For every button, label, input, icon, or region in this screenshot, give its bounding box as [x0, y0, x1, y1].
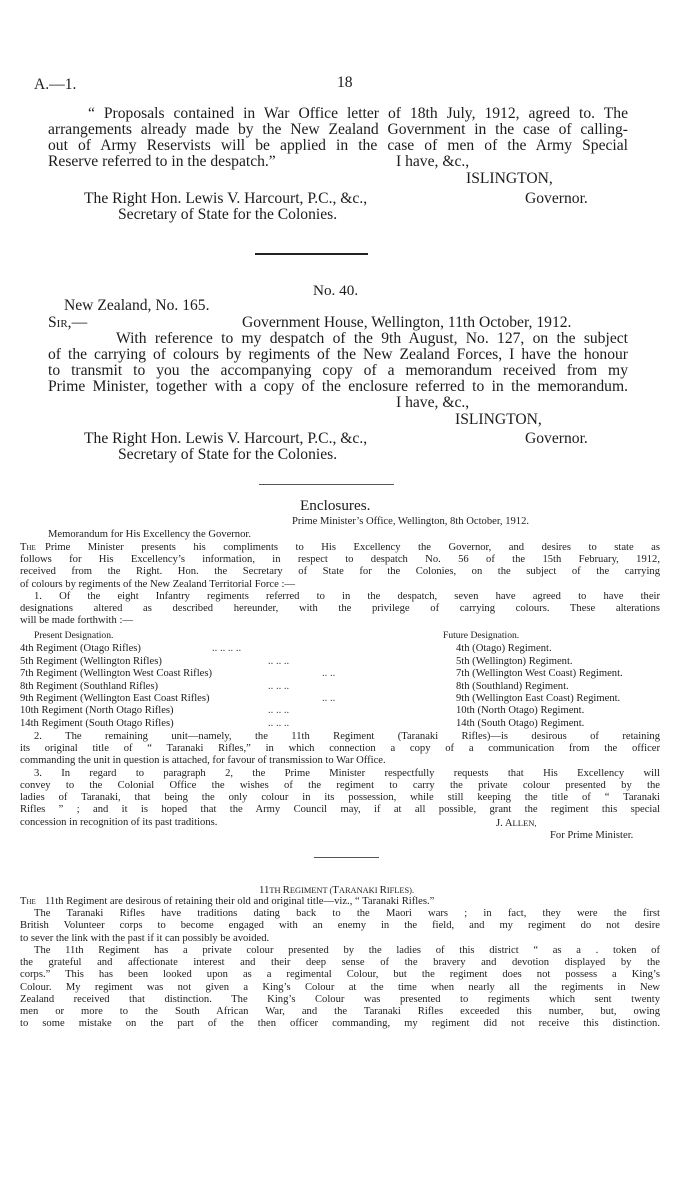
memo-text-line: concession in recognition of its past traditions.: [20, 817, 218, 828]
regiment-text-line: Colour. My regiment was not given a King’s Colour at the time when nearly all the regiments in New: [20, 982, 660, 993]
column-header-future: Future Designation.: [443, 630, 520, 641]
memo-text-line: 2. The remaining unit—namely, the 11th Regiment (Taranaki Rifles)—is desirous of retaining: [34, 731, 660, 742]
table-row: [20, 705, 660, 717]
dot-leader: .. ..: [322, 668, 336, 679]
future-designation: 8th (Southland) Regiment.: [456, 681, 569, 692]
regiment-text-line: British Volunteer corps to become engaged with an enemy in the field, and my regiment do not desire: [20, 920, 660, 931]
letter-body-line: of the carrying of colours by regiments of the New Zealand Forces, I have the honour: [48, 347, 628, 363]
regiment-text-line: to sever the link with the past if it can possibly be avoided.: [20, 933, 270, 944]
table-row: [20, 718, 660, 730]
page-number: 18: [337, 74, 353, 91]
dot-leader: .. .. .. ..: [212, 643, 242, 654]
column-header-present: Present Designation.: [34, 630, 114, 641]
present-designation: 9th Regiment (Wellington East Coast Rifles): [20, 693, 210, 704]
regiment-text-line: corps.” This has been looked upon as a regimental Colour, but the regiment does not possess a King’s: [20, 969, 660, 980]
regiment-text-line: men or more to the South African War, and the Taranaki Rifles exceeded this number, but, owing: [20, 1006, 660, 1017]
signer-title: Governor.: [525, 190, 588, 207]
present-designation: 5th Regiment (Wellington Rifles): [20, 656, 162, 667]
regiment-lead-word: The: [20, 896, 36, 907]
memo-text-line: follows for His Excellency’s information, in respect to despatch No. 56 of the 15th February, 1912,: [20, 554, 660, 565]
closing-i-have: I have, &c.,: [396, 394, 470, 411]
table-row: [20, 656, 660, 668]
closing-i-have: I have, &c.,: [396, 153, 470, 170]
quote-line-last: Reserve referred to in the despatch.”: [48, 153, 276, 170]
present-designation: 8th Regiment (Southland Rifles): [20, 681, 158, 692]
memo-signer-for: For Prime Minister.: [550, 830, 634, 841]
memo-text-line: Prime Minister presents his compliments to His Excellency the Governor, and desires to state as: [45, 542, 660, 553]
place-date: Government House, Wellington, 11th October, 1912.: [242, 314, 572, 331]
memo-text-line: commanding the unit in question is attached, for favour of transmission to War Office.: [20, 755, 386, 766]
future-designation: 14th (South Otago) Regiment.: [456, 718, 585, 729]
memo-text-line: Rifles ” ; and it is hoped that the Army Council may, if at all possible, grant the regiment this special: [20, 804, 660, 815]
letter-number: No. 40.: [313, 282, 359, 299]
regiment-text-line: the grateful and affectionate interest and their deep sense of the bravery and devotion displayed by the: [20, 957, 660, 968]
enclosures-heading: Enclosures.: [300, 497, 371, 514]
addressee-title: Secretary of State for the Colonies.: [118, 446, 338, 463]
table-row: [20, 668, 660, 680]
memo-text-line: its original title of “ Taranaki Rifles,” in which connection a copy of a communication from the officer: [20, 743, 660, 754]
future-designation: 10th (North Otago) Regiment.: [456, 705, 585, 716]
memo-text-line: received from the Right. Hon. the Secretary of State for the Colonies, on the subject of the carrying: [20, 566, 660, 577]
memo-text-line: designations altered as described hereunder, with the privilege of carrying colours. These alterations: [20, 603, 660, 614]
quote-line: arrangements already made by the New Zealand Government in the case of calling-: [48, 122, 628, 138]
regiment-text-line: The 11th Regiment has a private colour presented by the ladies of this district “ as a . token of: [34, 945, 660, 956]
addressee-name: The Right Hon. Lewis V. Harcourt, P.C., &c.,: [84, 430, 368, 447]
present-designation: 14th Regiment (South Otago Rifles): [20, 718, 174, 729]
memo-text-line: 1. Of the eight Infantry regiments referred to in the despatch, seven have agreed to have their: [34, 591, 660, 602]
quote-line: out of Army Reservists will be applied in the case of men of the Army Special: [48, 138, 628, 154]
future-designation: 7th (Wellington West Coast) Regiment.: [456, 668, 623, 679]
dot-leader: .. ..: [322, 693, 336, 704]
section-divider: [314, 857, 379, 858]
memo-text-line: convey to the Colonial Office the wishes of the regiment to carry the private colour presented by the: [20, 780, 660, 791]
letter-reference: New Zealand, No. 165.: [64, 297, 210, 314]
signer-title: Governor.: [525, 430, 588, 447]
regiment-intro: 11th Regiment are desirous of retaining their old and original title—viz., “ Taranaki Rifles.”: [45, 896, 435, 907]
regiment-text-line: Zealand received that distinction. The King’s Colour was presented to regiments which sent twenty: [20, 994, 660, 1005]
signer-name: ISLINGTON,: [455, 411, 542, 428]
present-designation: 4th Regiment (Otago Rifles): [20, 643, 141, 654]
memo-signer: J. ALLEN,: [496, 818, 537, 829]
regiment-text-line: to some mistake on the part of the then officer commanding, my regiment did not receive this distinction.: [20, 1018, 660, 1029]
future-designation: 9th (Wellington East Coast) Regiment.: [456, 693, 621, 704]
document-reference: A.—1.: [34, 76, 77, 93]
regiment-text-line: The Taranaki Rifles have traditions dating back to the Maori wars ; in fact, they were the first: [34, 908, 660, 919]
dot-leader: .. .. ..: [268, 656, 290, 667]
table-row: [20, 693, 660, 705]
office-date: Prime Minister’s Office, Wellington, 8th October, 1912.: [292, 516, 530, 527]
salutation: Sir,—: [48, 314, 88, 331]
memo-text-line: ladies of Taranaki, that being the only colour in its possession, while still keeping the title of “ Taranaki: [20, 792, 660, 803]
present-designation: 10th Regiment (North Otago Rifles): [20, 705, 174, 716]
section-divider: [259, 484, 394, 485]
addressee-name: The Right Hon. Lewis V. Harcourt, P.C., &c.,: [84, 190, 368, 207]
dot-leader: .. .. ..: [268, 705, 290, 716]
section-divider: [255, 253, 368, 255]
memo-text-line: will be made forthwith :—: [20, 615, 133, 626]
dot-leader: .. .. ..: [268, 681, 290, 692]
future-designation: 4th (Otago) Regiment.: [456, 643, 552, 654]
regiment-section-title: 11TH REGIMENT (TARANAKI RIFLES).: [259, 884, 415, 896]
quote-line: “ Proposals contained in War Office letter of 18th July, 1912, agreed to. The: [88, 106, 628, 122]
present-designation: 7th Regiment (Wellington West Coast Rifles): [20, 668, 213, 679]
memo-text-line: 3. In regard to paragraph 2, the Prime Minister respectfully requests that His Excellency will: [34, 768, 660, 779]
memo-lead-word: The: [20, 542, 36, 553]
table-row: [20, 643, 660, 655]
future-designation: 5th (Wellington) Regiment.: [456, 656, 573, 667]
addressee-title: Secretary of State for the Colonies.: [118, 206, 338, 223]
letter-body-line: to transmit to you the accompanying copy of a memorandum received from my: [48, 363, 628, 379]
memo-recipient: Memorandum for His Excellency the Governor.: [48, 529, 251, 540]
letter-body-line: Prime Minister, together with a copy of the enclosure referred to in the memorandum.: [48, 379, 628, 395]
signer-name: ISLINGTON,: [466, 170, 553, 187]
letter-body-line: With reference to my despatch of the 9th August, No. 127, on the subject: [116, 331, 628, 347]
memo-text-line: of colours by regiments of the New Zealand Territorial Force :—: [20, 579, 296, 590]
dot-leader: .. .. ..: [268, 718, 290, 729]
table-row: [20, 681, 660, 693]
